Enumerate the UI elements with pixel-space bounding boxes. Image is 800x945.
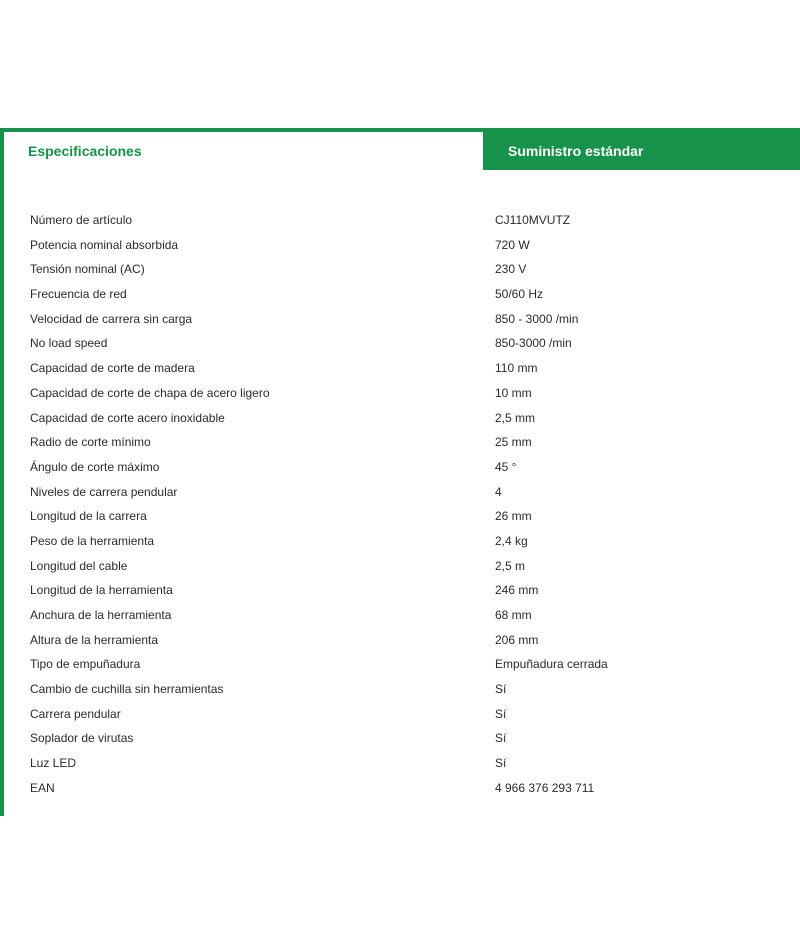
spec-label: Ángulo de corte máximo: [30, 459, 160, 474]
spec-label: Capacidad de corte acero inoxidable: [30, 410, 225, 425]
spec-label: Peso de la herramienta: [30, 533, 155, 548]
spec-value: 2,5 m: [495, 558, 526, 573]
spec-label: Luz LED: [30, 756, 77, 771]
spec-label: Longitud del cable: [30, 558, 128, 573]
spec-label: Frecuencia de red: [30, 287, 127, 302]
spec-row: [30, 480, 800, 505]
spec-row: [30, 554, 800, 579]
spec-label: Altura de la herramienta: [30, 632, 159, 647]
spec-row: [30, 603, 800, 628]
spec-row: [30, 578, 800, 603]
tab-especificaciones[interactable]: [4, 132, 483, 170]
spec-row: [30, 430, 800, 455]
spec-label: Cambio de cuchilla sin herramientas: [30, 682, 224, 697]
spec-label: Capacidad de corte de chapa de acero ligero: [30, 385, 270, 400]
spec-row: [30, 381, 800, 406]
spec-label: Radio de corte mínimo: [30, 435, 151, 450]
spec-value: 25 mm: [495, 435, 532, 450]
tab-suministro-estandar[interactable]: [483, 132, 800, 170]
spec-row: [30, 504, 800, 529]
spec-value: 26 mm: [495, 509, 532, 524]
spec-value: 4 966 376 293 711: [495, 780, 595, 795]
spec-row: [30, 331, 800, 356]
spec-value: 110 mm: [495, 361, 538, 376]
spec-label: Velocidad de carrera sin carga: [30, 311, 193, 326]
spec-row: [30, 406, 800, 431]
spec-row: [30, 233, 800, 258]
spec-label: No load speed: [30, 336, 108, 351]
spec-label: Niveles de carrera pendular: [30, 484, 178, 499]
spec-value: Sí: [495, 682, 507, 697]
spec-label: Anchura de la herramienta: [30, 608, 172, 622]
specifications-panel: [0, 128, 800, 816]
spec-row: [30, 652, 800, 677]
spec-row: [30, 455, 800, 480]
spec-row: [30, 677, 800, 702]
spec-list: [30, 208, 800, 801]
spec-value: Sí: [495, 706, 507, 721]
spec-value: 230 V: [495, 262, 527, 277]
spec-row: [30, 529, 800, 554]
spec-value: 10 mm: [495, 385, 532, 400]
spec-value: CJ110MVUTZ: [495, 213, 571, 227]
spec-label: Soplador de virutas: [30, 731, 134, 746]
spec-value: 50/60 Hz: [495, 287, 544, 302]
spec-label: Tipo de empuñadura: [30, 657, 141, 672]
spec-row: [30, 628, 800, 653]
spec-label: Número de artículo: [30, 213, 133, 227]
spec-row: [30, 356, 800, 381]
spec-row: [30, 282, 800, 307]
spec-label: Longitud de la carrera: [30, 509, 147, 524]
spec-label: Potencia nominal absorbida: [30, 237, 179, 252]
tab-bar: [4, 132, 800, 170]
spec-label: Longitud de la herramienta: [30, 583, 173, 598]
spec-row: [30, 208, 800, 233]
tab-label: Suministro estándar: [508, 143, 644, 159]
spec-value: 2,5 mm: [495, 410, 536, 425]
spec-label: Tensión nominal (AC): [30, 262, 145, 277]
spec-value: Sí: [495, 756, 507, 771]
spec-label: Capacidad de corte de madera: [30, 361, 195, 376]
spec-value: 246 mm: [495, 583, 539, 598]
spec-value: 2,4 kg: [495, 533, 528, 548]
spec-row: [30, 702, 800, 727]
spec-value: 45 °: [495, 459, 517, 474]
spec-value: Empuñadura cerrada: [495, 657, 608, 672]
spec-value: 4: [495, 484, 502, 499]
spec-row: [30, 257, 800, 282]
tab-label: Especificaciones: [28, 143, 142, 159]
spec-row: [30, 726, 800, 751]
spec-value: 850-3000 /min: [495, 336, 572, 351]
spec-value: 68 mm: [495, 608, 532, 622]
spec-row: [30, 307, 800, 332]
spec-label: Carrera pendular: [30, 706, 121, 721]
spec-value: 850 - 3000 /min: [495, 311, 579, 326]
spec-value: 206 mm: [495, 632, 539, 647]
spec-value: 720 W: [495, 237, 530, 252]
spec-row: [30, 751, 800, 776]
spec-value: Sí: [495, 731, 507, 746]
spec-label: EAN: [30, 780, 55, 795]
spec-row: [30, 776, 800, 801]
